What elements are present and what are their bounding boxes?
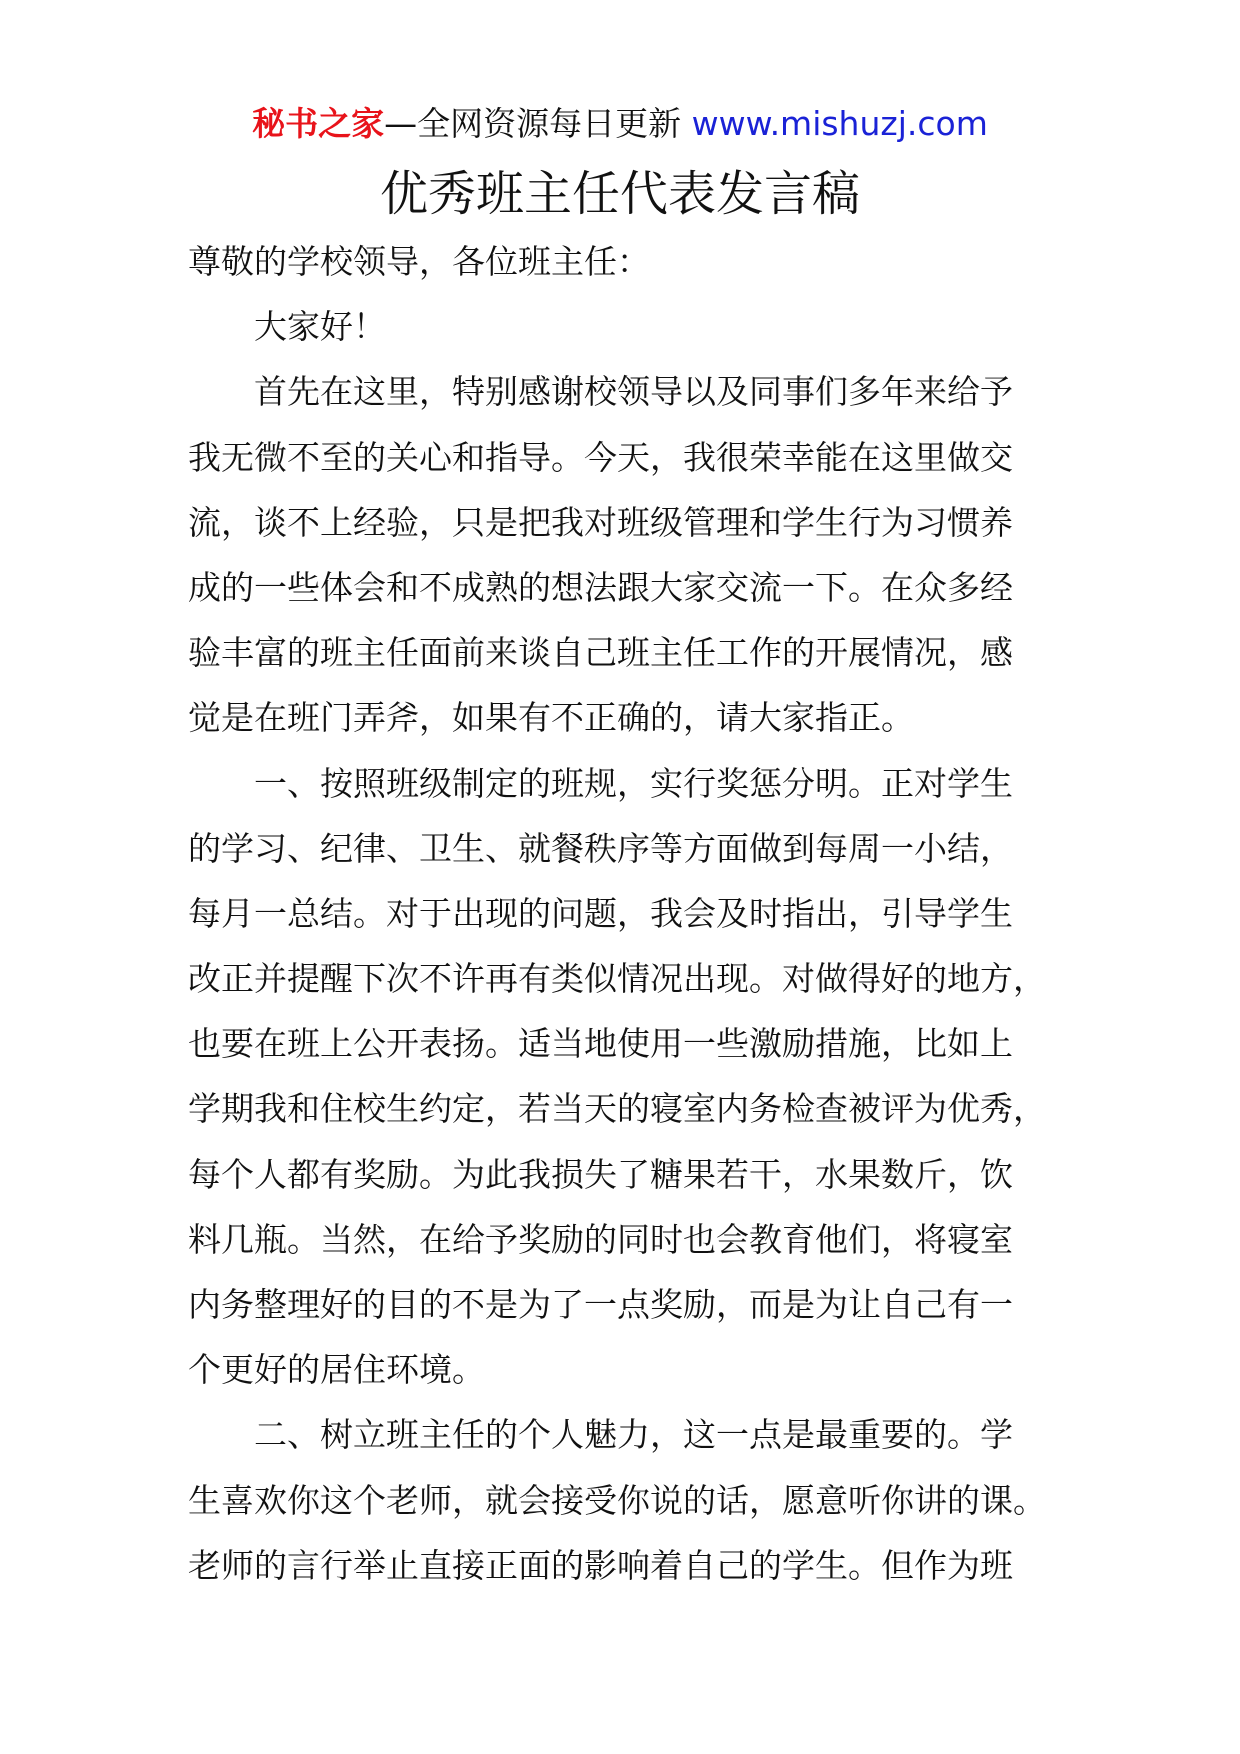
body-line: 首先在这里，特别感谢校领导以及同事们多年来给予 — [254, 372, 1013, 412]
site-header — [0, 102, 1240, 146]
body-line: 个更好的居住环境。 — [188, 1350, 485, 1390]
document-body — [188, 229, 1068, 1598]
body-line: 一、按照班级制定的班规，实行奖惩分明。正对学生 — [254, 763, 1013, 803]
body-line: 学期我和住校生约定，若当天的寝室内务检查被评为优秀， — [188, 1089, 1046, 1129]
body-line: 每月一总结。对于出现的问题，我会及时指出，引导学生 — [188, 893, 1013, 933]
body-line: 料几瓶。当然，在给予奖励的同时也会教育他们，将寝室 — [188, 1219, 1013, 1259]
body-line: 老师的言行举止直接正面的影响着自己的学生。但作为班 — [188, 1545, 1013, 1585]
body-line: 觉是在班门弄斧，如果有不正确的，请大家指正。 — [188, 698, 914, 738]
body-line: 大家好！ — [254, 307, 386, 347]
body-line: 生喜欢你这个老师，就会接受你说的话，愿意听你讲的课。 — [188, 1480, 1046, 1520]
body-line: 我无微不至的关心和指导。今天，我很荣幸能在这里做交 — [188, 437, 1013, 477]
body-line: 每个人都有奖励。为此我损失了糖果若干，水果数斤，饮 — [188, 1154, 1013, 1194]
document-title: 优秀班主任代表发言稿 — [379, 166, 860, 222]
site-url[interactable]: www.mishuzj.com — [691, 104, 988, 143]
body-line: 内务整理好的目的不是为了一点奖励，而是为让自己有一 — [188, 1285, 1013, 1324]
body-line: 的学习、纪律、卫生、就餐秩序等方面做到每周一小结， — [188, 828, 1013, 868]
body-line: 成的一些体会和不成熟的想法跟大家交流一下。在众多经 — [188, 567, 1013, 607]
header-tagline: —全网资源每日更新 — [384, 104, 682, 143]
body-line: 验丰富的班主任面前来谈自己班主任工作的开展情况，感 — [188, 633, 1013, 673]
body-line: 改正并提醒下次不许再有类似情况出现。对做得好的地方， — [188, 959, 1046, 999]
body-line: 也要在班上公开表扬。适当地使用一些激励措施，比如上 — [188, 1024, 1013, 1064]
brand-name: 秘书之家 — [252, 104, 385, 143]
body-line: 二、树立班主任的个人魅力，这一点是最重要的。学 — [254, 1415, 1013, 1455]
body-line: 流，谈不上经验，只是把我对班级管理和学生行为习惯养 — [188, 502, 1013, 542]
body-line: 尊敬的学校领导，各位班主任： — [188, 242, 650, 281]
